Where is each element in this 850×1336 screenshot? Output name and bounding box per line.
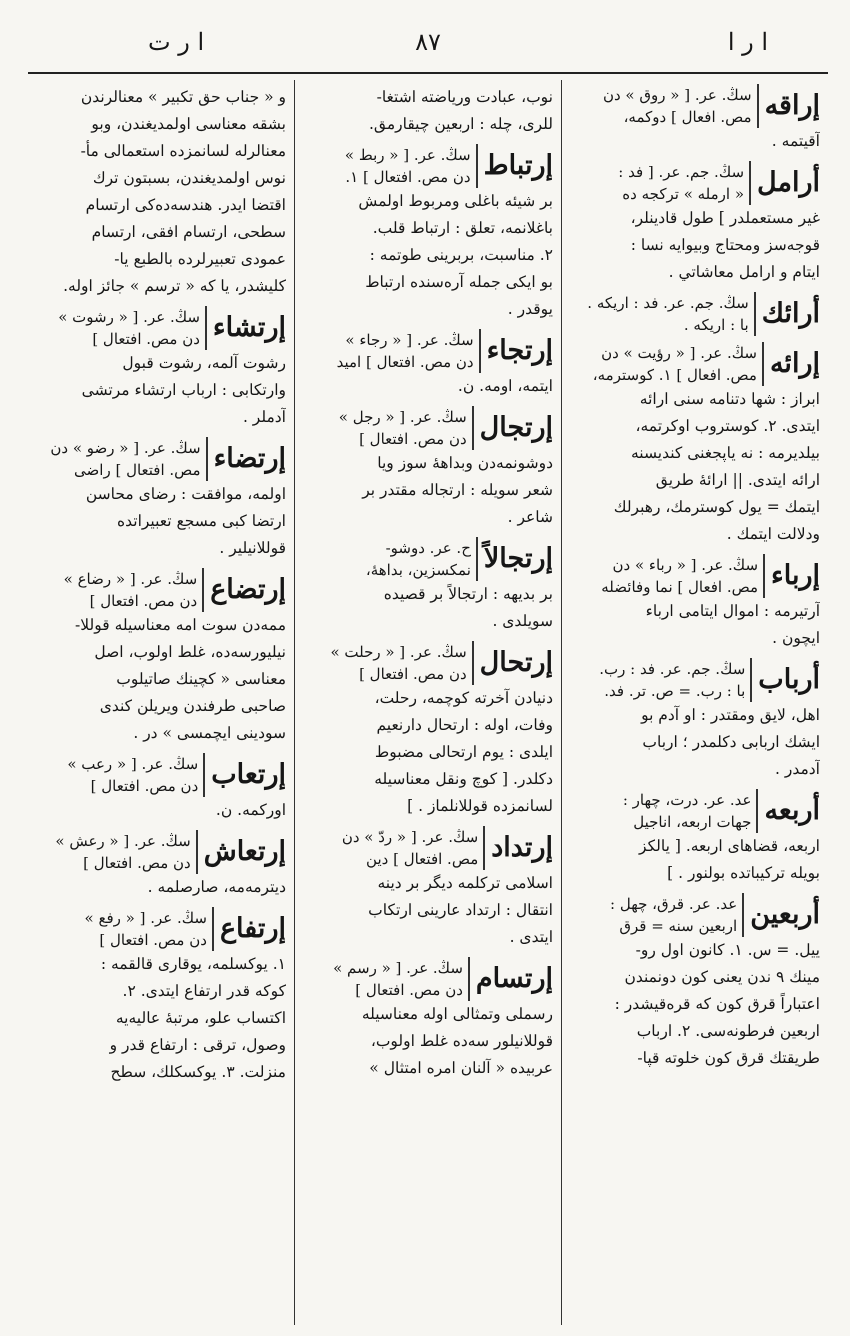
dictionary-entry (570, 789, 820, 887)
grammar-note (36, 830, 198, 874)
grammar-line: سڭ. جم. عر. فد : رب. (599, 660, 746, 678)
entry-head (36, 437, 286, 481)
entry-head (36, 830, 286, 874)
definition-line: و « جناب حق تكبير » معنالرندن (80, 88, 286, 106)
definition-line: عربيده « آلنان امره امتثال » (369, 1059, 553, 1077)
headword: إرتعاب (211, 759, 286, 790)
definition-line: ييل. = س. ١. كانون اول رو- (635, 941, 820, 959)
column-3 (28, 80, 295, 1325)
grammar-note (36, 753, 205, 797)
entry-head (303, 144, 553, 188)
entry-head (570, 161, 820, 205)
definition-line: ايلدى : يوم ارتحالى مضبوط (374, 743, 553, 761)
headword: أرائك (761, 298, 820, 329)
headword: إرتحال (479, 647, 553, 678)
headword: إرتباط (483, 150, 553, 181)
dictionary-entry (303, 957, 553, 1082)
header-right-range: ا ر ا (727, 28, 768, 56)
grammar-line: جهات اربعه، اناجيل (633, 813, 752, 831)
definition-line: قوللانيلور سه‌ده غلط اولوب، (370, 1032, 553, 1050)
definition-line: دكلدر. [ كوچ ونقل معناسيله (374, 770, 553, 788)
dictionary-columns (28, 80, 828, 1325)
definition-line: ايتدى. ٢. كوستروب اوكرتمه، (635, 417, 820, 435)
dictionary-entry (303, 329, 553, 400)
dictionary-entry (570, 658, 820, 783)
definition-line: ابراز : شها دتنامه سنى ارائه (639, 390, 820, 408)
headword: إرتضاء (213, 443, 286, 474)
definition-line: ايتمك = يول كوسترمك، رهبرلك (613, 498, 820, 516)
definition-line: وارتكابى : ارباب ارتشاء مرتشى (81, 381, 286, 399)
entry-head (303, 329, 553, 373)
dictionary-entry (303, 826, 553, 951)
definition-line: آدملر . (242, 408, 286, 426)
grammar-line: سڭ. عر. [ « رضاع » (63, 570, 198, 588)
entry-head (303, 406, 553, 450)
definition-line: سطحى، ارتسام افقى، ارتسام (91, 223, 286, 241)
entry-head (36, 907, 286, 951)
grammar-note (303, 406, 474, 450)
definition-line: وفات، اوله : ارتحال دارنعيم (376, 716, 553, 734)
definition-line: اهل، لايق ومقتدر : او آدم بو (641, 706, 820, 724)
entry-head (570, 893, 820, 937)
definition-line: بويله تركيباتده بولنور . ] (667, 864, 820, 882)
dictionary-entry (36, 830, 286, 901)
definition-line: اعتباراً قرق كون كه قره‌قيشدر : (614, 995, 820, 1013)
dictionary-entry (303, 641, 553, 820)
grammar-line: مص. افتعال ] دين (366, 850, 479, 868)
dictionary-entry (36, 907, 286, 1086)
grammar-note (570, 161, 751, 205)
grammar-line: دن مص. افتعال ] (89, 592, 198, 610)
definition-line: اربعه، قضاهاى اربعه. [ يالكز (639, 837, 820, 855)
column-1 (562, 80, 828, 1325)
definition-line: ديترمه‌مه، صارصلمه . (147, 878, 286, 896)
grammar-note (36, 568, 204, 612)
definition-line: معنالرله لسانمزده استعمالى مأ- (80, 142, 286, 160)
grammar-line: دن مص. افتعال ] (355, 981, 463, 999)
definition-line: ايتام و ارامل معاشاتي . (668, 263, 820, 281)
grammar-line: سڭ. عر. [ « ردّ » دن (341, 828, 479, 846)
entry-head (570, 658, 820, 702)
entry-head (303, 957, 553, 1001)
dictionary-entry (36, 568, 286, 747)
grammar-line: « ارمله » تركجه ده (622, 185, 745, 203)
headword: إرتجاء (486, 335, 553, 366)
definition-line: رشوت آلمه، رشوت قبول (122, 354, 286, 372)
definition-line: اوركمه. ن. (215, 801, 286, 819)
definition-line: نوس اولمديغندن، بسبتون ترك (92, 169, 286, 187)
grammar-line: با : رب. = ص. تر. فد. (604, 682, 746, 700)
definition-line: سودينى ايچمسى » در . (133, 724, 286, 742)
definition-line: شاعر . (507, 508, 553, 526)
definition-line: بر بديهه : ارتجالاً بر قصيده (383, 585, 553, 603)
definition-line: ١. يوكسلمه، يوقارى قالقمه : (100, 955, 286, 973)
page-header (28, 22, 828, 74)
grammar-line: دن مص. افتعال ] (92, 330, 200, 348)
entry-head (570, 554, 820, 598)
grammar-note (570, 342, 764, 386)
definition-line: ايچون . (772, 629, 820, 647)
entry-head (36, 753, 286, 797)
definition-line: بشقه معناسى اولمديغندن، وبو (91, 115, 286, 133)
dictionary-entry (570, 292, 820, 336)
definition-line: آقيتمه . (771, 132, 820, 150)
headword: إرتجال (479, 412, 553, 443)
grammar-line: دن مص. افتعال ] (83, 854, 191, 872)
definition-line: غير مستعملدر ] طول قادينلر، (630, 209, 820, 227)
definition-line: آرتيرمه : اموال ايتامى ارباء (645, 602, 820, 620)
dictionary-entry (570, 84, 820, 155)
grammar-line: سڭ. عر. [ « رشوت » (58, 308, 200, 326)
headword: إرتداد (491, 832, 553, 863)
grammar-line: دن مص. افتعال ] (90, 777, 199, 795)
definition-line: نيليورسه‌ده، غلط اولوب، اصل (94, 643, 286, 661)
definition-line: نوب، عبادت ورياضته اشتغا- (376, 88, 553, 106)
grammar-note (570, 292, 756, 336)
dictionary-entry (570, 893, 820, 1072)
grammar-line: سڭ. عر. [ « رسم » (333, 959, 463, 977)
entry-head (303, 826, 553, 870)
definition-line: بو ايكى جمله آره‌سنده ارتباط (365, 273, 553, 291)
grammar-note (36, 907, 214, 951)
grammar-line: سڭ. جم. عر. [ فد : (618, 163, 745, 181)
dictionary-entry (36, 84, 286, 300)
grammar-note (36, 437, 208, 481)
grammar-line: سڭ. عر. [ « رجل » (338, 408, 467, 426)
grammar-line: ح. عر. دوشو- (385, 539, 471, 557)
headword: أربعه (764, 795, 820, 826)
definition-line: بر شيئه باغلى ومربوط اولمش (358, 192, 553, 210)
grammar-line: مص. افعال ] ١. كوسترمه، (592, 366, 757, 384)
grammar-note (303, 144, 478, 188)
header-left-range: ا ر ت (148, 28, 205, 56)
headword: إرتفاع (219, 913, 286, 944)
definition-line: دنيادن آخرته كوچمه، رحلت، (374, 689, 553, 707)
entry-head (570, 342, 820, 386)
grammar-line: دن مص. افتعال ] (359, 665, 467, 683)
definition-line: انتقال : ارتداد عارينى ارتكاب (368, 901, 553, 919)
dictionary-entry (36, 306, 286, 431)
definition-line: ايتدى . (509, 928, 553, 946)
grammar-line: با : اريكه . (683, 316, 749, 334)
definition-line: منزلت. ٣. يوكسكلك، سطح (110, 1063, 286, 1081)
definition-line: شعر سويله : ارتجاله مقتدر بر (362, 481, 553, 499)
grammar-line: دن مص. افتعال ] (99, 931, 207, 949)
headword: إراقه (764, 90, 820, 121)
grammar-note (570, 789, 758, 833)
entry-head (303, 641, 553, 685)
dictionary-entry (570, 342, 820, 548)
headword: إرباء (771, 560, 820, 591)
definition-line: يوقدر . (507, 300, 553, 318)
grammar-line: اربعين سنه = قرق (619, 917, 738, 935)
headword: إرتشاء (212, 312, 286, 343)
dictionary-entry (570, 554, 820, 652)
definition-line: اربعين فرطونه‌سى. ٢. ارباب (636, 1022, 820, 1040)
entry-head (570, 84, 820, 128)
definition-line: عمودى تعبيرلرده بالطبع يا- (114, 250, 286, 268)
headword: إرتجالاً (483, 543, 553, 574)
grammar-line: مص. افعال ] نما وفائضله (601, 578, 759, 596)
grammar-line: سڭ. عر. [ « ربط » (344, 146, 471, 164)
definition-line: قوجه‌سز ومحتاج وبيوايه نسا : (630, 236, 820, 254)
page-number: ٨٧ (415, 28, 441, 56)
grammar-note (303, 329, 481, 373)
grammar-note (570, 84, 759, 128)
definition-line: كوكه قدر ارتفاع ايتدى. ٢. (122, 982, 286, 1000)
grammar-note (303, 641, 474, 685)
definition-line: مينك ٩ ندن يعنى كون دونمندن (624, 968, 820, 986)
dictionary-entry (303, 144, 553, 323)
definition-line: لسانمزده قوللانلماز . ] (407, 797, 553, 815)
grammar-note (303, 826, 485, 870)
definition-line: ارائه ايتدى. || ارائهٔ طريق (655, 471, 820, 489)
definition-line: طريقتك قرق كون خلوته قپا- (637, 1049, 820, 1067)
grammar-line: دن مص. افتعال ] ١. (345, 168, 471, 186)
definition-line: كليشدر، يا كه « ترسم » جائز اوله. (63, 277, 286, 295)
dictionary-entry (36, 753, 286, 824)
definition-line: اقتضا ايدر. هندسه‌ده‌كى ارتسام (85, 196, 286, 214)
entry-head (570, 789, 820, 833)
dictionary-entry (570, 161, 820, 286)
grammar-line: مص. افتعال ] راضى (74, 461, 201, 479)
definition-line: ممه‌دن سوت امه معناسيله قوللا- (75, 616, 286, 634)
grammar-note (570, 893, 744, 937)
definition-line: ايشك اربابى دكلمدر ؛ ارباب (642, 733, 820, 751)
definition-line: آدمدر . (775, 760, 820, 778)
headword: أرامل (757, 167, 820, 198)
grammar-line: سڭ. عر. [ « رفع » (84, 909, 207, 927)
grammar-line: عد. عر. درت، چهار : (622, 791, 752, 809)
headword: أرباب (758, 664, 820, 695)
definition-line: ارتضا كبى مسجع تعبيراتده (117, 512, 286, 530)
grammar-line: سڭ. عر. [ « رباء » دن (612, 556, 759, 574)
definition-line: ٢. مناسبت، بربرينى طوتمه : (369, 246, 553, 264)
entry-head (570, 292, 820, 336)
grammar-line: دن مص. افتعال ] اميد (336, 353, 474, 371)
definition-line: رسملى وتمثالى اوله معناسيله (361, 1005, 553, 1023)
dictionary-entry (36, 437, 286, 562)
grammar-line: مص. افعال ] دوكمه، (623, 108, 752, 126)
grammar-line: سڭ. عر. [ « رؤيت » دن (601, 344, 757, 362)
definition-line: صاحبى طرفندن ويريلن كندى (99, 697, 286, 715)
entry-head (36, 306, 286, 350)
definition-line: معناسى « كچينك صاتيلوب (116, 670, 286, 688)
grammar-line: عد. عر. قرق، چهل : (610, 895, 738, 913)
grammar-line: دن مص. افتعال ] (359, 430, 467, 448)
grammar-line: سڭ. عر. [ « رجاء » (345, 331, 474, 349)
grammar-note (570, 554, 765, 598)
definition-line: ودلالت ايتمك . (726, 525, 820, 543)
headword: أربعين (750, 899, 820, 930)
grammar-line: سڭ. عر. [ « رحلت » (330, 643, 467, 661)
headword: إرتسام (475, 963, 553, 994)
headword: إرتضاع (210, 574, 286, 605)
grammar-line: سڭ. عر. [ « روق » دن (602, 86, 752, 104)
definition-line: اولمه، موافقت : رضاى محاسن (85, 485, 286, 503)
dictionary-entry (303, 84, 553, 138)
grammar-line: سڭ. جم. عر. فد : اريكه . (587, 294, 749, 312)
grammar-line: سڭ. عر. [ « رعب » (67, 755, 199, 773)
headword: إرائه (769, 348, 820, 379)
column-2 (295, 80, 562, 1325)
dictionary-entry (303, 406, 553, 531)
definition-line: وصول، ترقى : ارتفاع قدر و (109, 1036, 286, 1054)
definition-line: اكتساب علو، مرتبهٔ عاليه‌يه (115, 1009, 286, 1027)
definition-line: دوشونمه‌دن وبداههٔ سوز ويا (377, 454, 553, 472)
grammar-line: سڭ. عر. [ « رعش » (55, 832, 191, 850)
headword: إرتعاش (203, 836, 286, 867)
grammar-note (570, 658, 752, 702)
grammar-note (303, 957, 470, 1001)
definition-line: للرى، چله : اربعين چيقارمق. (368, 115, 553, 133)
grammar-note (36, 306, 207, 350)
entry-head (303, 537, 553, 581)
definition-line: قوللانيلير . (219, 539, 286, 557)
definition-line: بيلديرمه : نه يا‌پجغنى كنديسنه (630, 444, 820, 462)
dictionary-entry (303, 537, 553, 635)
definition-line: ايتمه، اومه. ن. (457, 377, 553, 395)
entry-head (36, 568, 286, 612)
grammar-line: سڭ. عر. [ « رضو » دن (50, 439, 201, 457)
definition-line: باغلانمه، تعلق : ارتباط قلب. (372, 219, 553, 237)
grammar-note (303, 537, 478, 581)
grammar-line: نمكسزين، بداههٔ، (365, 561, 471, 579)
definition-line: سويلدى . (492, 612, 553, 630)
definition-line: اسلامى تركلمه دیگر بر دينه (377, 874, 553, 892)
